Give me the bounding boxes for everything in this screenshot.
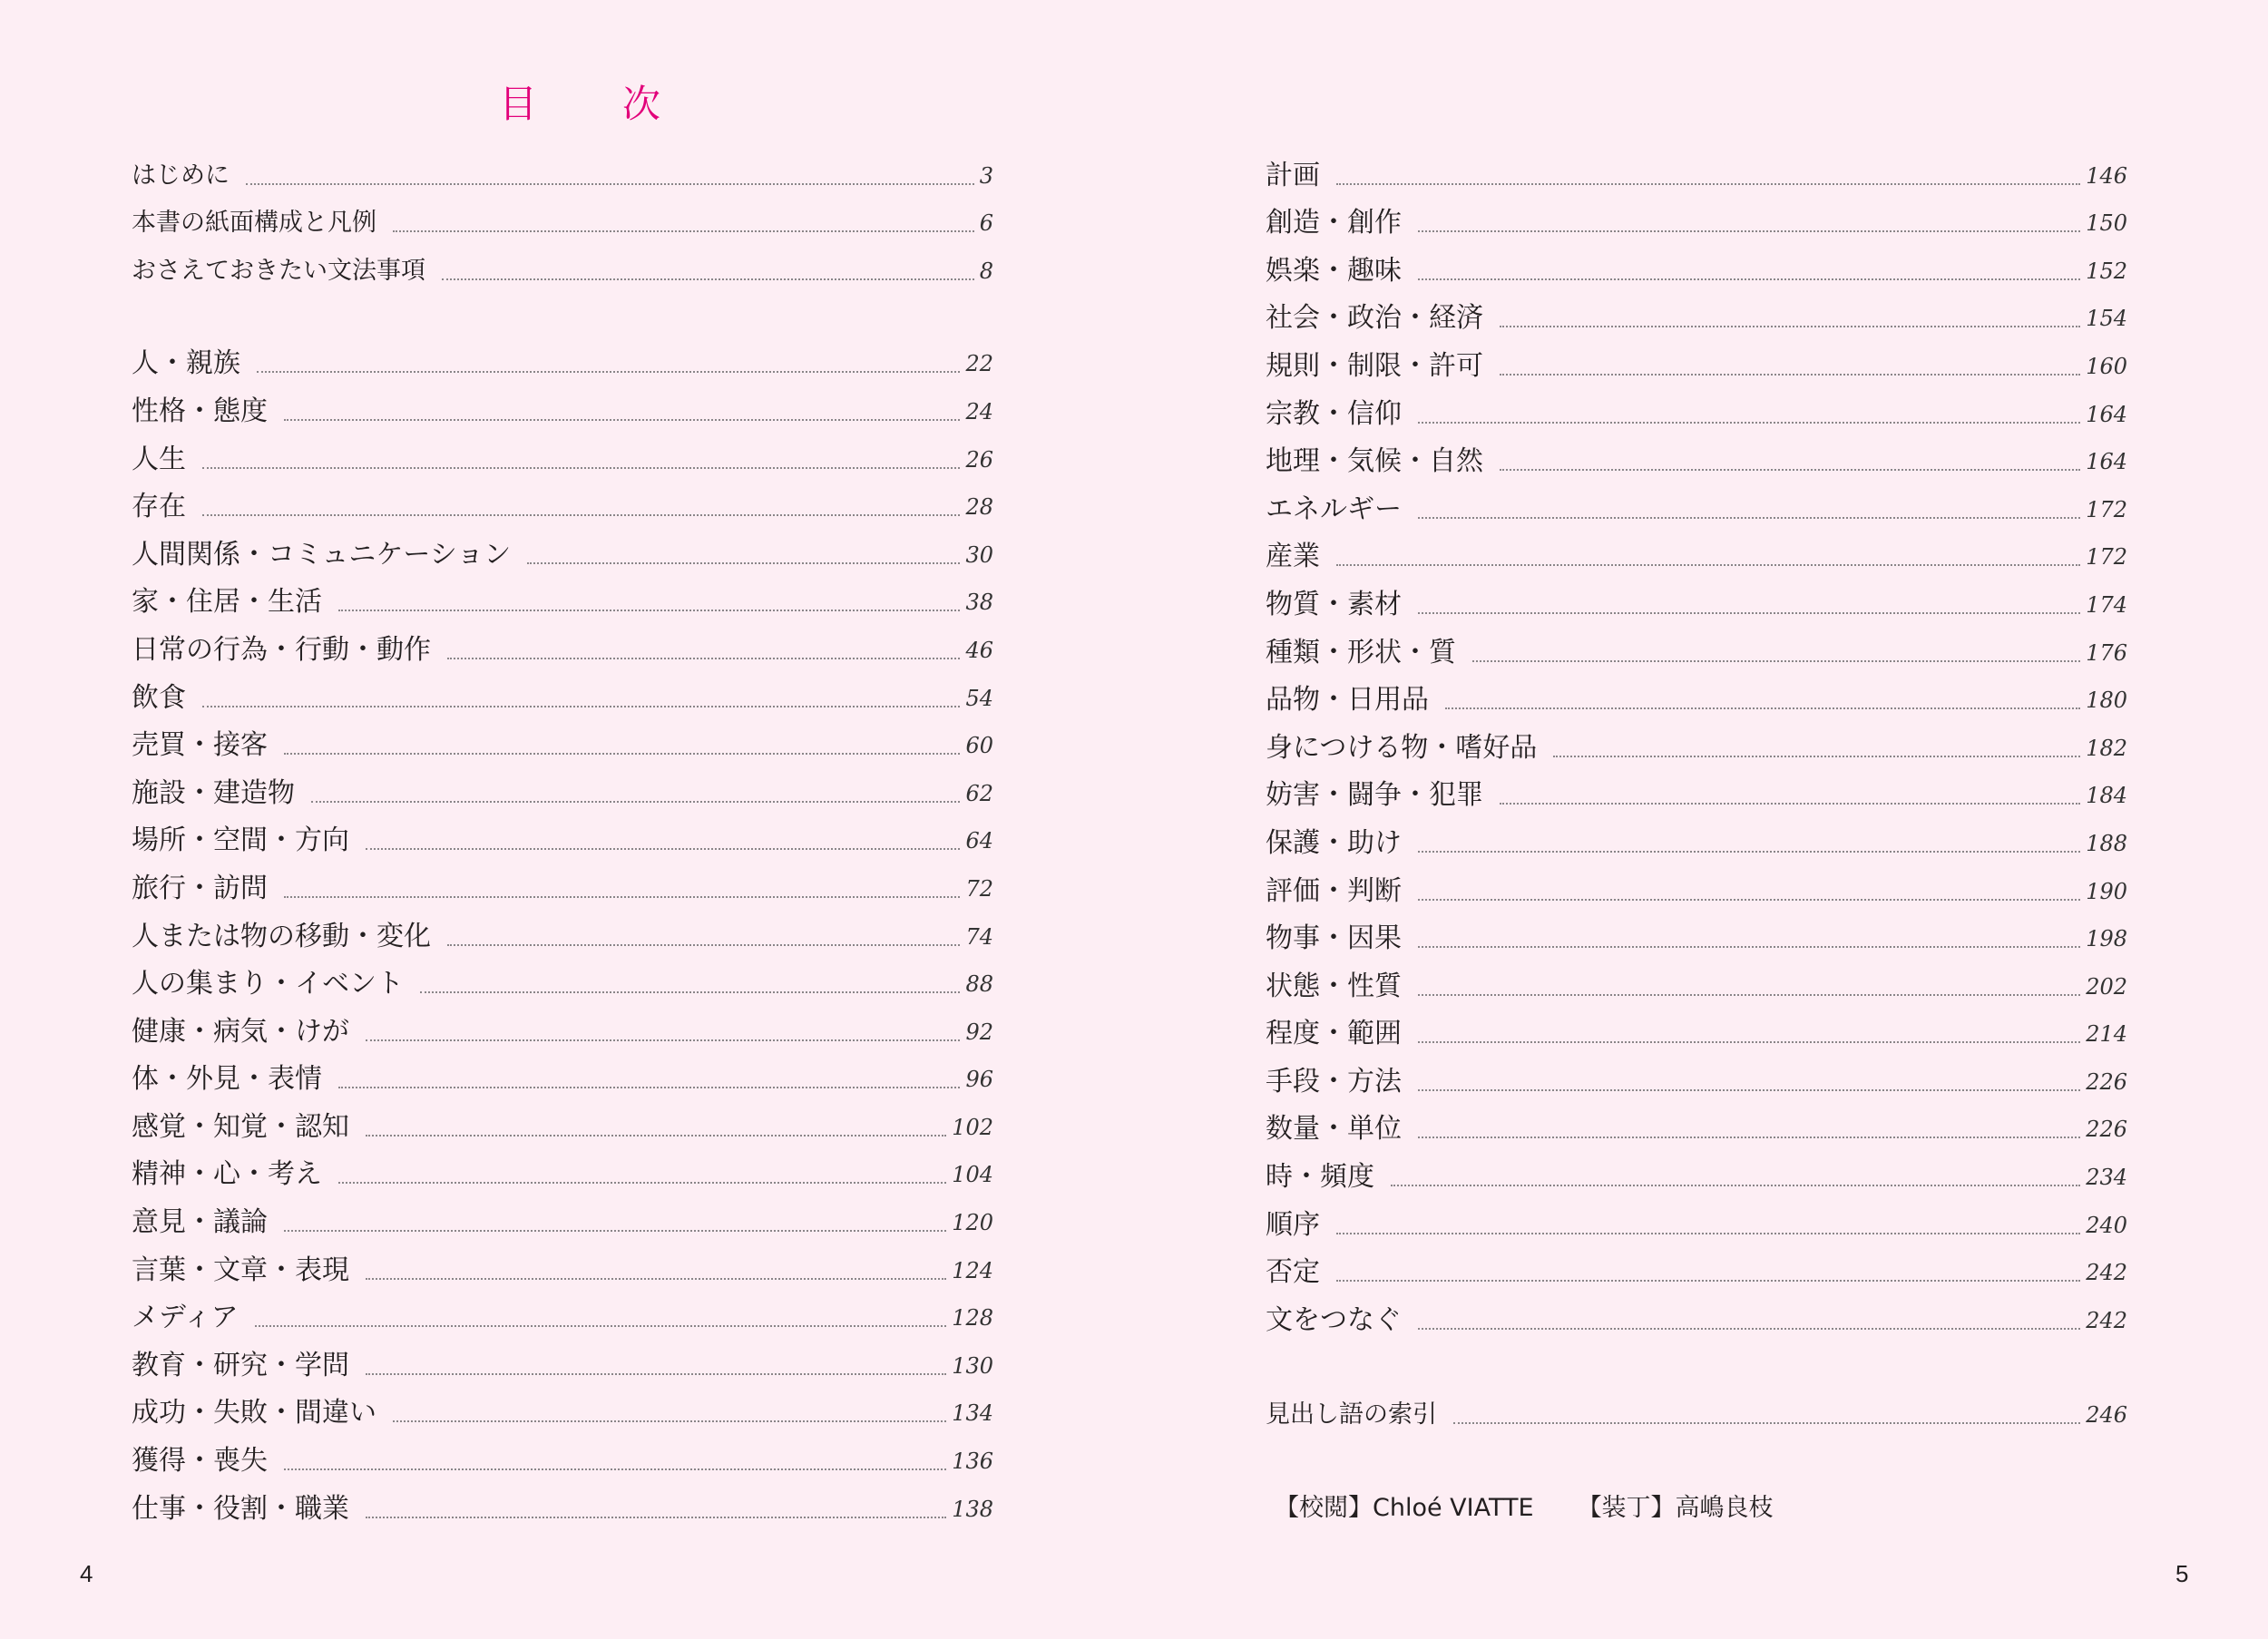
toc-entry [1266,152,2127,200]
toc-entry-page: 96 [965,1067,993,1093]
toc-entry-label: 身につける物・嗜好品 [1266,731,1538,764]
toc-entry-label: 施設・建造物 [132,776,295,809]
toc-entry [132,723,993,771]
dot-leader [1418,612,2080,614]
toc-entry-page: 24 [965,398,993,424]
toc-entry-label: 地理・気候・自然 [1266,445,1483,478]
toc-entry [132,1057,993,1105]
dot-leader [1500,469,2080,471]
toc-entry [132,818,993,866]
toc-entry-page: 198 [2086,926,2127,952]
toc-entry [132,1152,993,1200]
toc-entry-page: 60 [965,733,993,759]
toc-entry-label: 日常の行為・行動・動作 [132,633,431,666]
toc-entry-label: 程度・範囲 [1266,1018,1402,1050]
toc-entry-page: 146 [2086,162,2127,189]
toc-entry [132,532,993,580]
toc-entry [132,248,993,296]
toc-entry-label: 体・外見・表情 [132,1063,322,1096]
dot-leader [1500,803,2080,805]
toc-entry-page: 88 [965,971,993,998]
toc-entry [1266,1392,2127,1440]
toc-entry-label: 本書の紙面構成と凡例 [132,209,376,238]
dot-leader [202,706,960,707]
dot-leader [366,1517,946,1518]
toc-entry-label: 精神・心・考え [132,1158,322,1191]
dot-leader [1418,230,2080,232]
toc-entry-page: 174 [2086,591,2127,618]
toc-entry-page: 190 [2086,878,2127,904]
toc-entry-label: 社会・政治・経済 [1266,302,1483,335]
dot-leader [311,801,960,803]
toc-entry [1266,534,2127,582]
toc-entry-label: 成功・失敗・間違い [132,1397,376,1429]
toc-entry [132,436,993,484]
dot-leader [1453,1422,2080,1424]
toc-entry [1266,916,2127,964]
toc-entry-label: 言葉・文章・表現 [132,1254,349,1286]
toc-entry [1266,1059,2127,1107]
toc-entry [1266,1250,2127,1298]
toc-entry-page: 188 [2086,830,2127,856]
toc-entry-label: 存在 [132,491,186,523]
toc-entry-label: 人または物の移動・変化 [132,920,431,952]
toc-entry [1266,868,2127,916]
toc-entry-label: 種類・形状・質 [1266,636,1456,668]
dot-leader [284,896,960,898]
dot-leader [527,562,960,564]
toc-entry [132,1390,993,1439]
dot-leader [420,991,960,993]
toc-entry-label: 物質・素材 [1266,588,1402,620]
toc-entry-page: 28 [965,494,993,521]
toc-entry-page: 62 [965,780,993,806]
dot-leader [284,753,960,755]
toc-entry-label: 健康・病気・けが [132,1015,349,1048]
toc-entry-page: 184 [2086,783,2127,809]
toc-entry-page: 124 [952,1257,993,1283]
toc-entry [1266,248,2127,296]
toc-entry-page: 242 [2086,1307,2127,1333]
dot-leader [366,848,960,850]
dot-leader [246,183,974,185]
toc-entry-page: 242 [2086,1260,2127,1286]
toc-entry [1266,678,2127,726]
dot-leader [338,610,960,611]
toc-entry-page: 6 [979,210,993,237]
toc-entry [132,1199,993,1247]
toc-entry [1266,773,2127,821]
toc-entry [132,627,993,675]
dot-leader [255,1325,947,1327]
toc-entry [132,1438,993,1486]
toc-entry [1266,1107,2127,1155]
toc-entry-page: 240 [2086,1212,2127,1238]
toc-entry [1266,439,2127,487]
toc-entry-page: 8 [979,258,993,284]
dot-leader [1336,183,2080,185]
dot-leader [1418,278,2080,280]
toc-entry [132,1247,993,1295]
toc-entry-page: 54 [965,685,993,711]
dot-leader [1418,851,2080,853]
dot-leader [1553,756,2080,757]
dot-leader [1418,994,2080,996]
dot-leader [338,1182,946,1184]
toc-entry [132,1486,993,1534]
dot-leader [1418,1041,2080,1043]
toc-entry-page: 128 [952,1305,993,1332]
toc-entry [1266,296,2127,344]
toc-entry-label: 時・頻度 [1266,1161,1374,1194]
toc-entry-page: 38 [965,590,993,616]
toc-entry-page: 172 [2086,544,2127,571]
toc-entry [1266,1202,2127,1250]
toc-entry-label: 妨害・闘争・犯罪 [1266,779,1483,812]
dot-leader [366,1278,946,1280]
toc-entry-label: 創造・創作 [1266,207,1402,239]
toc-entry-label: 教育・研究・学問 [132,1349,349,1381]
toc-entry-label: おさえておきたい文法事項 [132,256,425,285]
dot-leader [1418,1089,2080,1091]
dot-leader [1336,1280,2080,1282]
toc-entry-label: 獲得・喪失 [132,1445,268,1478]
toc-entry-label: 評価・判断 [1266,874,1402,907]
toc-entry-page: 92 [965,1019,993,1045]
toc-left-column [132,152,993,1534]
dot-leader [393,230,974,232]
toc-entry [132,200,993,249]
toc-entry-label: 仕事・役割・職業 [132,1492,349,1525]
credits [1275,1488,1774,1523]
toc-entry-label: 物事・因果 [1266,922,1402,955]
toc-entry [1266,343,2127,391]
toc-entry-page: 130 [952,1352,993,1379]
toc-entry [1266,391,2127,439]
toc-entry [1266,581,2127,629]
toc-entry-page: 234 [2086,1165,2127,1191]
dot-leader [1418,1137,2080,1138]
toc-entry [1266,1011,2127,1059]
toc-entry-label: 宗教・信仰 [1266,397,1402,430]
toc-entry-label: 見出し語の索引 [1266,1400,1437,1429]
dot-leader [366,1039,960,1041]
dot-leader [284,419,960,421]
toc-entry-label: 人生 [132,443,186,475]
toc-entry-label: 意見・議論 [132,1206,268,1239]
toc-entry-label: 娯楽・趣味 [1266,254,1402,287]
toc-entry-page: 104 [952,1162,993,1188]
dot-leader [202,514,960,516]
page-number-left: 4 [80,1560,93,1587]
dot-leader [366,1373,946,1375]
dot-leader [442,278,974,280]
toc-entry-label: 人の集まり・イベント [132,968,404,1000]
toc-entry-label: 売買・接客 [132,729,268,762]
toc-entry [132,152,993,200]
page-number-right: 5 [2175,1560,2189,1587]
section-gap [132,296,993,341]
dot-leader [257,371,960,373]
toc-entry [1266,486,2127,534]
dot-leader [338,1087,960,1088]
toc-entry-label: 場所・空間・方向 [132,824,349,857]
toc-entry-label: メディア [132,1302,239,1334]
toc-entry-page: 246 [2086,1402,2127,1429]
toc-entry-label: 飲食 [132,681,186,714]
toc-entry-page: 150 [2086,210,2127,237]
dot-leader [366,1135,946,1137]
dot-leader [1391,1185,2080,1186]
toc-entry-label: 家・住居・生活 [132,586,322,619]
toc-entry-page: 214 [2086,1021,2127,1048]
section-gap [1266,1345,2127,1392]
toc-right-column [1266,152,2127,1439]
toc-entry-label: 人間関係・コミュニケーション [132,538,512,571]
toc-entry [132,1104,993,1152]
dot-leader [202,467,960,469]
toc-entry-label: 数量・単位 [1266,1113,1402,1146]
toc-entry-page: 22 [965,351,993,377]
toc-entry-label: 人・親族 [132,347,240,380]
toc-entry-page: 202 [2086,973,2127,1000]
toc-entry [1266,200,2127,249]
dot-leader [1500,374,2080,376]
toc-entry-page: 3 [979,162,993,189]
toc-entry-label: 産業 [1266,541,1320,573]
toc-entry-page: 182 [2086,735,2127,761]
toc-entry [132,1009,993,1057]
toc-entry-page: 154 [2086,306,2127,332]
toc-entry [132,580,993,628]
dot-leader [1336,1233,2080,1234]
toc-entry [1266,629,2127,678]
toc-entry-label: 保護・助け [1266,826,1402,859]
toc-entry-page: 72 [965,875,993,902]
toc-entry [132,1342,993,1390]
dot-leader [284,1468,946,1470]
dot-leader [1418,899,2080,901]
toc-entry-label: 否定 [1266,1256,1320,1289]
dot-leader [1418,946,2080,948]
toc-entry-page: 138 [952,1496,993,1522]
toc-entry [132,341,993,389]
credit-binding: 【装丁】高嶋良枝 [1577,1494,1774,1522]
toc-entry-label: 規則・制限・許可 [1266,349,1483,382]
toc-entry [1266,1154,2127,1202]
dot-leader [1336,564,2080,566]
dot-leader [1418,517,2080,519]
dot-leader [393,1420,946,1422]
toc-entry-label: はじめに [132,161,230,190]
toc-entry [132,770,993,818]
dot-leader [1418,1328,2080,1330]
toc-entry-page: 30 [965,541,993,568]
credit-proofreading: 【校閲】Chloé VIATTE [1275,1494,1534,1522]
toc-entry-page: 120 [952,1210,993,1236]
dot-leader [1445,707,2080,709]
toc-entry-page: 74 [965,923,993,950]
toc-entry-page: 226 [2086,1068,2127,1095]
toc-entry [1266,820,2127,868]
toc-entry-label: 品物・日用品 [1266,684,1429,717]
toc-entry [1266,725,2127,773]
dot-leader [1500,326,2080,327]
toc-entry-page: 46 [965,637,993,663]
dot-leader [1418,422,2080,424]
toc-entry [132,675,993,723]
toc-entry [132,865,993,913]
toc-entry [1266,1297,2127,1345]
toc-entry-label: 性格・態度 [132,395,268,427]
toc-entry-page: 226 [2086,1117,2127,1143]
page-title: 目 次 [499,82,685,126]
toc-entry [132,388,993,436]
toc-entry-page: 134 [952,1400,993,1427]
toc-entry-page: 152 [2086,258,2127,284]
toc-entry [132,484,993,532]
toc-entry-page: 26 [965,446,993,473]
toc-entry-label: 感覚・知覚・認知 [132,1110,349,1143]
toc-entry-label: 計画 [1266,159,1320,191]
toc-entry-label: エネルギー [1266,493,1402,525]
toc-entry-label: 順序 [1266,1208,1320,1241]
toc-entry-label: 手段・方法 [1266,1065,1402,1098]
dot-leader [447,944,960,946]
toc-entry [1266,963,2127,1011]
toc-entry-page: 172 [2086,496,2127,522]
toc-entry [132,961,993,1010]
toc-entry-page: 136 [952,1449,993,1475]
toc-entry [132,913,993,961]
toc-entry-page: 64 [965,828,993,854]
dot-leader [284,1230,946,1232]
toc-entry-page: 102 [952,1114,993,1140]
toc-entry-page: 180 [2086,688,2127,714]
toc-entry-page: 164 [2086,401,2127,427]
toc-entry [132,1295,993,1343]
toc-entry-label: 文をつなぐ [1266,1303,1402,1336]
dot-leader [447,658,960,659]
toc-entry-page: 176 [2086,639,2127,666]
toc-entry-page: 160 [2086,353,2127,379]
toc-entry-label: 状態・性質 [1266,970,1402,1002]
toc-entry-page: 164 [2086,449,2127,475]
dot-leader [1472,660,2080,662]
toc-entry-label: 旅行・訪問 [132,872,268,904]
